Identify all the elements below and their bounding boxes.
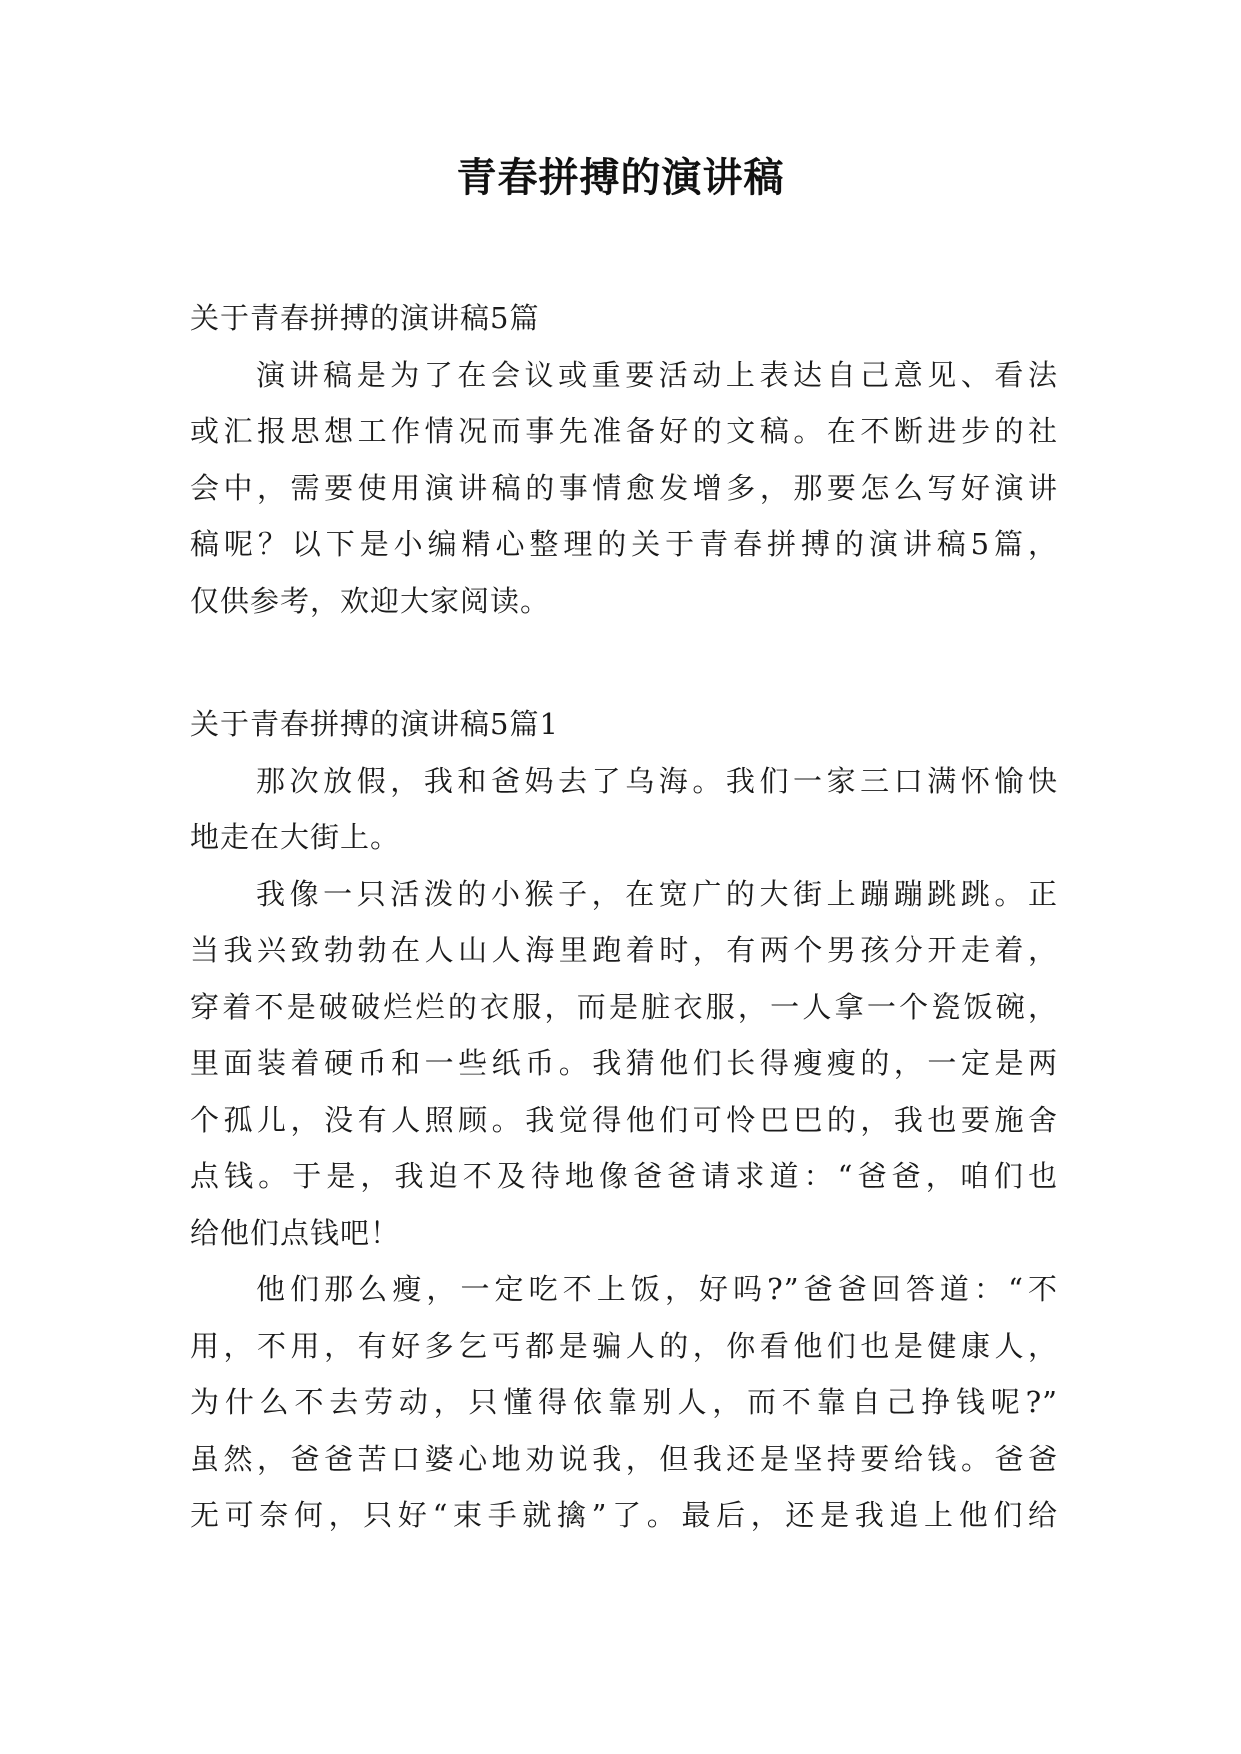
intro-line: 会中，需要使用演讲稿的事情愈发增多，那要怎么写好演讲 — [190, 470, 1058, 505]
paragraph-line: 我像一只活泼的小猴子，在宽广的大街上蹦蹦跳跳。正 — [256, 876, 1058, 911]
paragraph-line: 地走在大街上。 — [190, 820, 401, 854]
intro-section — [190, 290, 1058, 629]
intro-line: 或汇报思想工作情况而事先准备好的文稿。在不断进步的社 — [190, 414, 1058, 448]
paragraph-line: 无可奈何，只好“束手就擒”了。最后，还是我追上他们给 — [190, 1498, 1058, 1532]
intro-line: 稿呢？以下是小编精心整理的关于青春拼搏的演讲稿5篇， — [190, 527, 1058, 561]
part1-heading: 关于青春拼搏的演讲稿5篇1 — [190, 707, 559, 741]
paragraph-line: 他们那么瘦，一定吃不上饭，好吗?”爸爸回答道：“不 — [256, 1272, 1058, 1306]
paragraph-line: 点钱。于是，我迫不及待地像爸爸请求道：“爸爸，咱们也 — [190, 1159, 1058, 1193]
paragraph-line: 穿着不是破破烂烂的衣服，而是脏衣服，一人拿一个瓷饭碗， — [190, 989, 1058, 1024]
paragraph-line: 为什么不去劳动，只懂得依靠别人，而不靠自己挣钱呢?” — [190, 1385, 1058, 1419]
part1-section — [190, 696, 1058, 1544]
intro-line: 仅供参考，欢迎大家阅读。 — [190, 583, 551, 618]
paragraph-line: 那次放假，我和爸妈去了乌海。我们一家三口满怀愉快 — [256, 763, 1058, 798]
intro-line: 演讲稿是为了在会议或重要活动上表达自己意见、看法 — [256, 357, 1058, 392]
paragraph-line: 个孤儿，没有人照顾。我觉得他们可怜巴巴的，我也要施舍 — [190, 1102, 1058, 1137]
paragraph-line: 虽然，爸爸苦口婆心地劝说我，但我还是坚持要给钱。爸爸 — [190, 1441, 1058, 1476]
paragraph-line: 里面装着硬币和一些纸币。我猜他们长得瘦瘦的，一定是两 — [190, 1046, 1058, 1080]
paragraph-line: 给他们点钱吧！ — [190, 1215, 401, 1250]
paragraph-line: 当我兴致勃勃在人山人海里跑着时，有两个男孩分开走着， — [190, 933, 1058, 967]
document-title: 青春拼搏的演讲稿 — [456, 155, 785, 201]
intro-heading: 关于青春拼搏的演讲稿5篇 — [190, 301, 540, 335]
paragraph-line: 用，不用，有好多乞丐都是骗人的，你看他们也是健康人， — [190, 1328, 1058, 1363]
